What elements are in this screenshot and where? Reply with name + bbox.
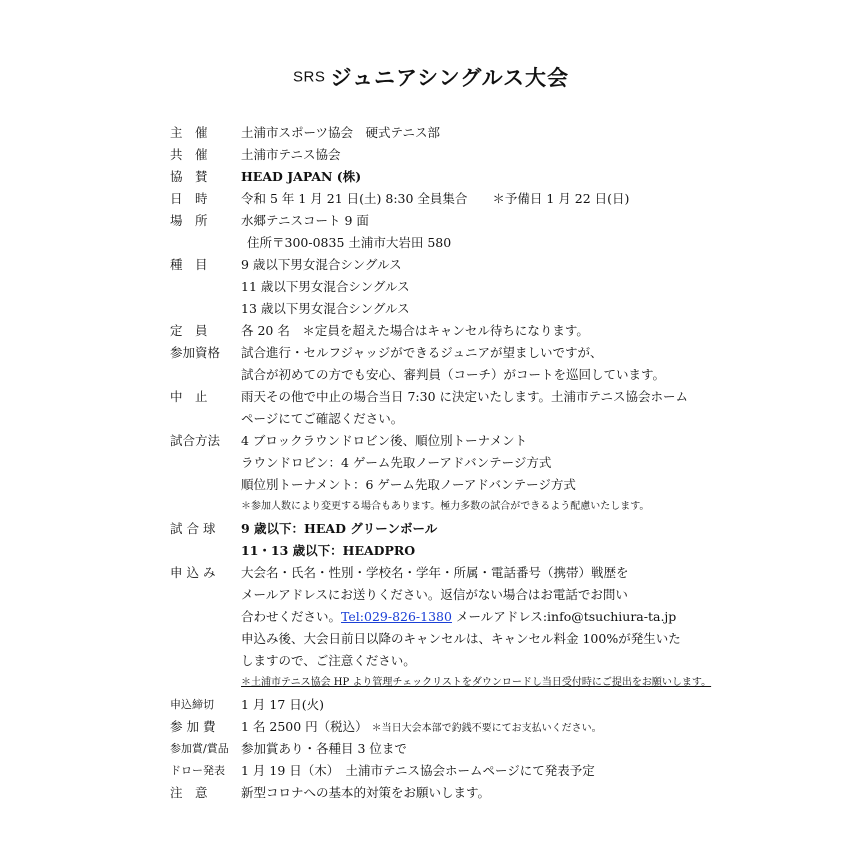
label-co-sponsor: 共 催 bbox=[170, 147, 208, 162]
value-event-2: 11 歳以下男女混合シングルス bbox=[241, 279, 410, 294]
value-event-3: 13 歳以下男女混合シングルス bbox=[241, 301, 410, 316]
label-fee: 参 加 費 bbox=[170, 719, 216, 734]
value-event-1: 9 歳以下男女混合シングルス bbox=[241, 257, 402, 272]
value-prize: 参加賞あり・各種目 3 位まで bbox=[241, 741, 407, 756]
fee-note: ＊当日大会本部で釣銭不要にてお支払いください。 bbox=[371, 723, 602, 734]
label-draw: ドロー発表 bbox=[170, 764, 225, 777]
label-prize: 参加賞/賞品 bbox=[170, 742, 229, 755]
value-eligibility-2: 試合が初めての方でも安心、審判員（コーチ）がコートを巡回しています。 bbox=[241, 367, 666, 382]
value-sponsor: 土浦市スポーツ協会 硬式テニス部 bbox=[241, 125, 441, 140]
label-deadline: 申込締切 bbox=[170, 698, 214, 711]
value-ball-2: 11・13 歳以下：HEADPRO bbox=[241, 543, 416, 558]
value-place: 水郷テニスコート 9 面 bbox=[241, 213, 369, 228]
value-support: HEAD JAPAN (株) bbox=[241, 169, 362, 184]
apply-line3-pre: 合わせください。 bbox=[241, 609, 342, 624]
value-cancel-1: 雨天その他で中止の場合当日 7:30 に決定いたします。土浦市テニス協会ホーム bbox=[241, 389, 689, 404]
fee-amount: 1 名 2500 円（税込） bbox=[241, 719, 368, 734]
label-place: 場 所 bbox=[170, 213, 208, 228]
value-apply-4: 申込み後、大会日前日以降のキャンセルは、キャンセル料金 100%が発生いた bbox=[241, 631, 681, 646]
value-format-3: 順位別トーナメント：6 ゲーム先取ノーアドバンテージ方式 bbox=[241, 477, 576, 492]
apply-line3-post: メールアドレス:info@tsuchiura-ta.jp bbox=[451, 609, 677, 624]
document-title bbox=[0, 62, 862, 92]
value-notice: 新型コロナへの基本的対策をお願いします。 bbox=[241, 785, 491, 800]
value-ball-1: 9 歳以下：HEAD グリーンボール bbox=[241, 521, 438, 536]
value-draw: 1 月 19 日（木） 土浦市テニス協会ホームページにて発表予定 bbox=[241, 763, 595, 778]
value-fee bbox=[241, 716, 602, 740]
label-sponsor: 主 催 bbox=[170, 125, 208, 140]
label-notice: 注 意 bbox=[170, 785, 208, 800]
label-cancel: 中 止 bbox=[170, 389, 208, 404]
tel-link[interactable]: Tel:029-826-1380 bbox=[341, 609, 452, 624]
label-format: 試合方法 bbox=[170, 433, 221, 448]
label-datetime: 日 時 bbox=[170, 191, 208, 206]
title-prefix: SRS bbox=[293, 68, 326, 86]
value-co-sponsor: 土浦市テニス協会 bbox=[241, 147, 341, 162]
value-place-address: 住所〒300-0835 土浦市大岩田 580 bbox=[247, 235, 452, 250]
value-format-2: ラウンドロビン：4 ゲーム先取ノーアドバンテージ方式 bbox=[241, 455, 552, 470]
label-support: 協 賛 bbox=[170, 169, 208, 184]
value-apply-5: しますので、ご注意ください。 bbox=[241, 653, 416, 668]
label-ball: 試 合 球 bbox=[170, 521, 216, 536]
value-eligibility-1: 試合進行・セルフジャッジができるジュニアが望ましいですが、 bbox=[241, 345, 603, 360]
value-apply-note: ＊土浦市テニス協会 HP より管理チェックリストをダウンロードし当日受付時にご提出をお願いします。 bbox=[241, 677, 712, 688]
label-apply: 申 込 み bbox=[170, 565, 216, 580]
value-apply-1: 大会名・氏名・性別・学校名・学年・所属・電話番号（携帯）戦歴を bbox=[241, 565, 629, 580]
title-main: ジュニアシングルス大会 bbox=[330, 66, 569, 90]
value-apply-2: メールアドレスにお送りください。返信がない場合はお電話でお問い bbox=[241, 587, 628, 602]
label-events: 種 目 bbox=[170, 257, 208, 272]
value-datetime: 令和 5 年 1 月 21 日(土) 8:30 全員集合 ＊予備日 1 月 22 日(日) bbox=[241, 191, 630, 206]
label-capacity: 定 員 bbox=[170, 323, 208, 338]
value-apply-3 bbox=[241, 606, 676, 628]
value-deadline: 1 月 17 日(火) bbox=[241, 697, 325, 712]
value-format-note: ＊参加人数により変更する場合もあります。極力多数の試合ができるよう配慮いたします。 bbox=[241, 501, 650, 512]
value-capacity: 各 20 名 ＊定員を超えた場合はキャンセル待ちになります。 bbox=[241, 323, 589, 338]
value-cancel-2: ページにてご確認ください。 bbox=[241, 411, 404, 426]
label-eligibility: 参加資格 bbox=[170, 345, 221, 360]
value-format-1: 4 ブロックラウンドロビン後、順位別トーナメント bbox=[241, 433, 528, 448]
